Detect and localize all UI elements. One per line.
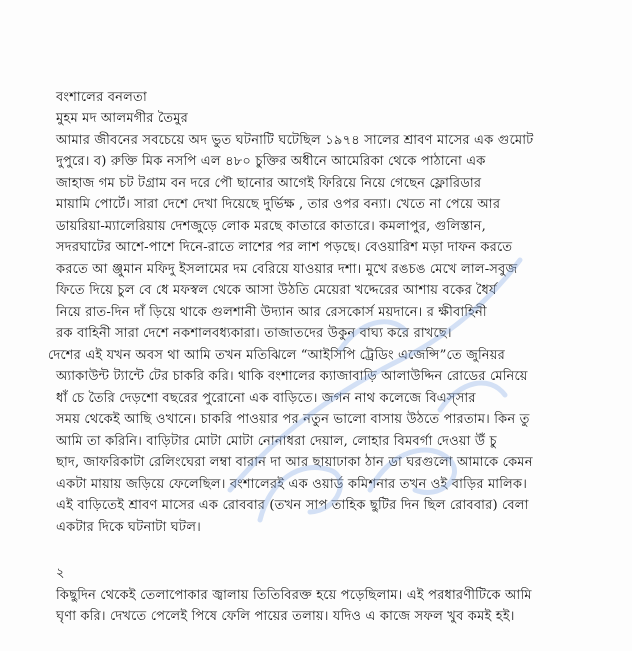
section-number: ২ bbox=[56, 566, 65, 581]
text-line: আমি তা করিনি। বাড়িটার মোটা মোটা নোনাধরা দেয়াল, লোহার বিমবর্গা দেওয়া উঁ চু bbox=[56, 434, 497, 449]
text-line: জাহাজ গম চট টগ্রাম বন দরে পৌ ছানোর আগেই ফিরিয়ে নিয়ে গেছেন ফ্লোরিডার bbox=[56, 176, 482, 191]
text-line: ফিতে দিয়ে চুল বে ধে মফস্বল থেকে আসা উঠতি মেয়েরা খদ্দেরের আশায় বকের ধৈর্য bbox=[56, 283, 497, 298]
text-line: অ্যাকাউন্ট ট্যান্টে টের চাকরি করি। থাকি বংশালের ক্যাজাবাড়ি আলাউদ্দিন রোডের মেনিয়ে bbox=[56, 369, 528, 384]
text-line: ধাঁ চে তৈরি দেড়শো বছরের পুরোনো এক বাড়িতে। জগন নাথ কলেজে বিএস্সার bbox=[56, 391, 476, 406]
text-line: দেশের এই যখন অবস থা আমি তখন মতিঝিলে “আইসিপি ট্রেডিং এজেন্সি”তে জুনিয়র bbox=[48, 348, 505, 363]
text-line: আমার জীবনের সবচেয়ে অদ ভুত ঘটনাটি ঘটেছিল ১৯৭৪ সালের শ্রাবণ মাসের এক গুমোট bbox=[56, 133, 534, 148]
text-line: নিয়ে রাত-দিন দাঁ ড়িয়ে থাকে গুলশানী উদ্যান আর রেসকোর্স ময়দানে। র ক্ষীবাহিনী bbox=[56, 305, 487, 320]
story-title: বংশালের বনলতা bbox=[56, 90, 147, 105]
text-line: ছাদ, জাফরিকাটা রেলিংঘেরা লম্বা বারান দা আর ছায়াঢাকা ঠান ডা ঘরগুলো আমাকে কেমন bbox=[56, 455, 533, 470]
text-line: ঘৃণা করি। দেখতে পেলেই পিষে ফেলি পায়ের তলায়। যদিও এ কাজে সফল খুব কমই হই। bbox=[56, 609, 515, 624]
text-line: একটার দিকে ঘটনাটা ঘটল। bbox=[56, 520, 201, 535]
text-line: সদরঘাটের আশে-পাশে দিনে-রাতে লাশের পর লাশ পড়ছে। বেওয়ারিশ মড়া দাফন করতে bbox=[56, 240, 513, 255]
text-line: রক বাহিনী সারা দেশে নকশালবধ্যকারা। তাজাতদের উকুন বাঘ্য করে রাখছে। bbox=[56, 326, 452, 341]
text-line: দুপুরে। ব) রুক্তি মিক নসপি এল ৪৮০ চুক্তির অধীনে আমেরিকা থেকে পাঠানো এক bbox=[56, 154, 486, 169]
text-line: করতে আ ঞ্জুমান মফিদু ইসলামের দম বেরিয়ে যাওয়ার দশা। মুখে রঙচঙ মেখে লাল-সবুজ bbox=[56, 262, 518, 277]
text-line: মায়ামি পোর্টে। সারা দেশে দেখা দিয়েছে দুর্ভিক্ষ , তার ওপর বন্যা। খেতে না পেয়ে আর bbox=[56, 197, 501, 212]
text-line: একটা মায়ায় জড়িয়ে ফেলেছিল। বংশালেরই এক ওয়ার্ড কমিশনার তখন ওই বাড়ির মালিক। bbox=[56, 477, 528, 492]
text-line: সময় থেকেই আছি ওখানে। চাকরি পাওয়ার পর নতুন ভালো বাসায় উঠতে পারতাম। কিন তু bbox=[56, 412, 530, 427]
author-line: মুহম মদ আলমগীর তৈমুর bbox=[56, 111, 189, 126]
text-line: ডায়রিয়া-ম্যালেরিয়ায় দেশজুড়ে লোক মরছে কাতারে কাতারে। কমলাপুর, গুলিস্তান, bbox=[56, 219, 486, 234]
text-line: কিছুদিন থেকেই তেলাপোকার জ্বালায় তিতিবিরক্ত হয়ে পড়েছিলাম। এই পরধারণীটিকে আমি bbox=[56, 588, 532, 603]
text-line: এই বাড়িতেই শ্রাবণ মাসের এক রোববার (তখন সাপ তাহিক ছুটির দিন ছিল রোববার) বেলা bbox=[56, 498, 529, 513]
